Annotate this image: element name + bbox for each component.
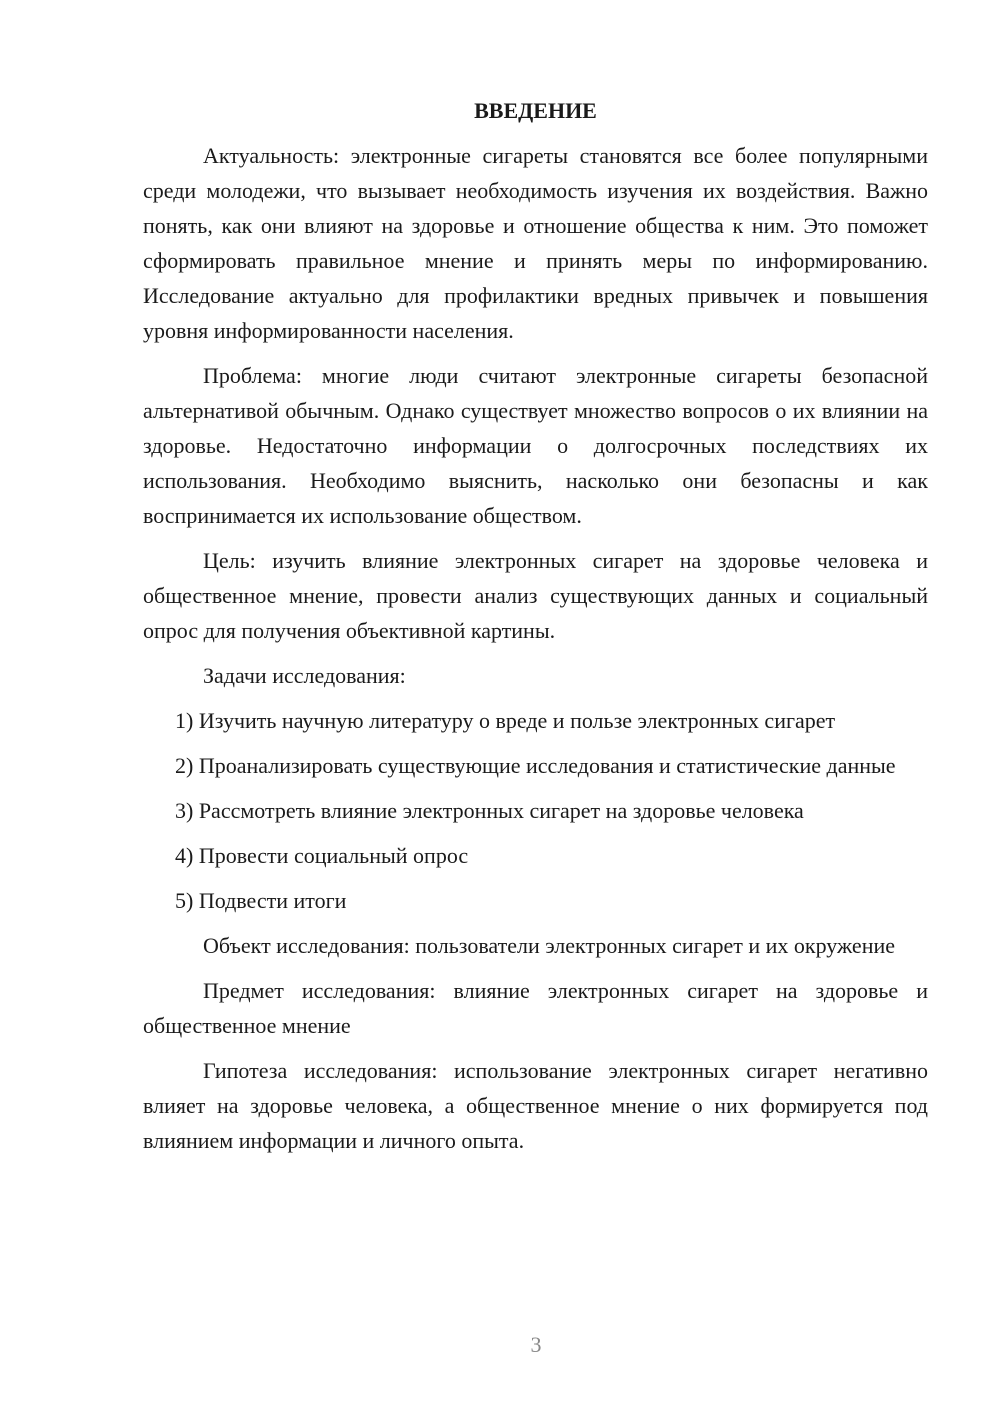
goal-paragraph: Цель: изучить влияние электронных сигарет на здоровье человека и общественное мнение, провести анализ существующих данных и социальный опрос для получения объективной картины.	[143, 548, 928, 643]
hypothesis-paragraph: Гипотеза исследования: использование электронных сигарет негативно влияет на здоровье человека, а общественное мнение о них формируется под влиянием информации и личного опыта.	[143, 1058, 928, 1153]
object-paragraph: Объект исследования: пользователи электронных сигарет и их окружение	[203, 933, 896, 958]
problem-paragraph: Проблема: многие люди считают электронные сигареты безопасной альтернативой обычным. Однако существует множество вопросов о их влиянии на здоровье. Недостаточно информации о долгосрочных последствиях их использования. Необходимо выяснить, насколько они безопасны и как воспринимается их использование обществом.	[143, 363, 928, 528]
tasks-heading: Задачи исследования:	[203, 663, 406, 688]
relevance-paragraph: Актуальность: электронные сигареты становятся все более популярными среди молодежи, что вызывает необходимость изучения их воздействия. Важно понять, как они влияют на здоровье и отношение общества к ним. Это поможет сформировать правильное мнение и принять меры по информированию. Исследование актуально для профилактики вредных привычек и повышения уровня информированности населения.	[143, 143, 928, 343]
task-item-4: 4) Провести социальный опрос	[175, 843, 469, 868]
subject-paragraph: Предмет исследования: влияние электронных сигарет на здоровье и общественное мнение	[143, 978, 928, 1038]
page-number: 3	[530, 1332, 542, 1357]
page-title: ВВЕДЕНИЕ	[474, 98, 597, 123]
task-item-3: 3) Рассмотреть влияние электронных сигарет на здоровье человека	[175, 798, 804, 823]
task-item-5: 5) Подвести итоги	[175, 888, 347, 913]
task-item-2: 2) Проанализировать существующие исследования и статистические данные	[175, 753, 896, 778]
task-item-1: 1) Изучить научную литературу о вреде и пользе электронных сигарет	[175, 708, 836, 733]
document-body	[143, 93, 928, 1168]
